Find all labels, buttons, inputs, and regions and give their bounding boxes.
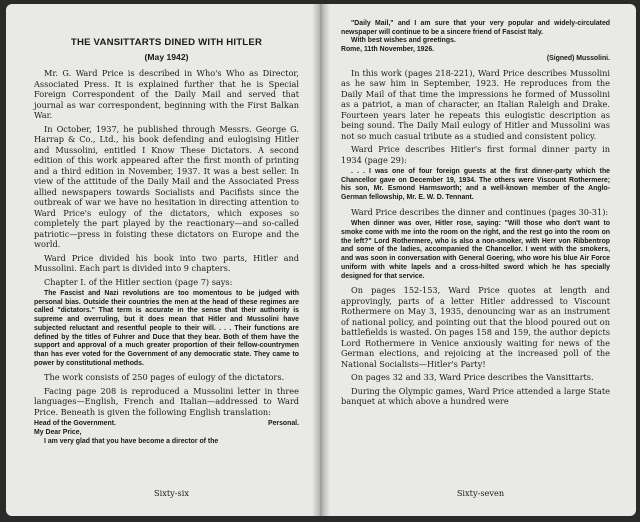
letter-continuation <box>341 20 610 37</box>
letter-continuation-text: "Daily Mail," and I am sure that your very popular and widely-circulated newspaper will continue to be a sincere friend of Fascist Italy. <box>341 20 610 36</box>
left-paragraph-4: Chapter I. of the Hitler section (page 7) says: <box>44 276 233 287</box>
chapter-date: (May 1942) <box>144 51 189 62</box>
left-quote-fascist-nazi <box>34 290 299 368</box>
right-paragraph-2: Ward Price describes Hitler's first formal dinner party in 1934 (page 29): <box>341 144 610 165</box>
right-page-number: Sixty-seven <box>456 488 505 498</box>
right-paragraph-6: During the Olympic games, Ward Price attended a large State banquet at which above a hundred were <box>341 385 610 407</box>
left-quote-text: The Fascist and Nazi revolutions are too momentous to be judged with personal bias. Outside their countries the men at the head of these regimes are called "dictators." That term is accurate in the sense that their authority is supreme and overruling, but it does mean that Hitler and Mussolini have subjected reluctant and resentful people to their will. . . . Their functions are defined by the titles of Fuhrer and Duce that they bear. Both of them have the support and approval of a much greater proportion of their fellow-countrymen than has ever voted for the Government of any democratic state. They came to power by constitutional methods. <box>34 290 299 367</box>
letter-body-start <box>34 438 299 447</box>
letter-header-right: Personal. <box>267 420 299 428</box>
left-page-number: Sixty-six <box>154 488 189 498</box>
left-paragraph-3: Ward Price divided his book into two parts, Hitler and Mussolini. Each part is divided into 9 chapters. <box>34 252 299 273</box>
letter-place-date: Rome, 11th November, 1926. <box>341 46 435 54</box>
right-quote-2-text: When dinner was over, Hitler rose, saying: "Will those who don't want to smoke come with me into the room on the right, and the rest go into the room on the left?" Lord Rothermere, who is also a non-smoker, with Herr von Ribbentrop and some of the ladies, accompanied the Chancellor. I went with the smokers, and was soon in conversation with General Goering, who wore his blue Air Force uniform with white lapels and a cross-hilted sword which he has specially designed for that service. <box>341 220 610 280</box>
right-quote-smokers <box>341 220 610 281</box>
right-page <box>325 4 636 516</box>
book-spread <box>6 4 636 516</box>
left-page-content <box>34 38 299 446</box>
right-paragraph-5: On pages 32 and 33, Ward Price describes the Vansittarts. <box>351 372 594 383</box>
letter-header <box>34 420 299 429</box>
right-paragraph-1: In this work (pages 218-221), Ward Price describes Mussolini as he saw him in September, 1923. He reproduces from the Daily Mail of that time the impressions he formed of Mussolini as a patriot, a man of character, an Italian Raleigh and Drake. Fourteen years later he repeats this eulogistic description as being sound. The Daily Mail eulogy of Hitler and Mussolini was not so much casual tribute as a studied and consistent policy. <box>341 67 610 141</box>
right-paragraph-3: Ward Price describes the dinner and continues (pages 30-31): <box>351 206 609 217</box>
right-quote-dinner-party <box>341 168 610 203</box>
left-paragraph-2: In October, 1937, he published through Messrs. George G. Harrap & Co., Ltd., his book defending and eulogising Hitler and Mussolini, entitled I Know These Dictators. A second edition of this work appeared after the first month of printing and a third edition in November, 1937. It was a best seller. In view of the attitude of the Daily Mail and the Associated Press allied newspapers towards Socialists and Pacifists since the outbreak of war we have no hesitation in directing attention to Ward Price's eulogy of the dictators, which exposes so completely the part played by the reactionary—and so-called patriotic—press in foisting these dictators on Europe and the world. <box>34 123 299 249</box>
left-page <box>6 4 317 516</box>
right-paragraph-4: On pages 152-153, Ward Price quotes at length and approvingly, parts of a letter Hitler addressed to Viscount Rothermere on May 3, 1935, denouncing war as an instrument of national policy, and pointing out that the blood poured out on battlefields is wasted. On pages 158 and 159, the author depicts Lord Rothermere in Venice anxiously waiting for news of the German elections, and rejoicing at the increased poll of the National Socialists—Hitler's Party! <box>341 285 610 369</box>
chapter-title: THE VANSITTARTS DINED WITH HITLER <box>70 37 263 48</box>
letter-header-left: Head of the Government. <box>34 420 116 428</box>
left-paragraph-1: Mr. G. Ward Price is described in Who's Who as Director, Associated Press. It is explained further that he is Special Foreign Correspondent of the Daily Mail and served that journal as war correspondent, beginning with the First Balkan War. <box>34 68 299 120</box>
right-quote-1-text: . . . I was one of four foreign guests at the first dinner-party which the Chancellor gave on December 19, 1934. The others were Viscount Rothermere; his son, Mr. Esmond Harmsworth; and a well-known member of the Anglo-German fellowship, Mr. E. W. D. Tennant. <box>341 168 610 202</box>
letter-body-text: I am very glad that you have become a director of the <box>44 437 219 445</box>
letter-wishes-text: With best wishes and greetings. <box>351 37 456 45</box>
letter-signature: (Signed) Mussolini. <box>546 54 610 62</box>
left-paragraph-6: Facing page 208 is reproduced a Mussolini letter in three languages—English, French and Italian—addressed to Ward Price. Beneath is given the following English translation: <box>34 385 299 417</box>
left-paragraph-5: The work consists of 250 pages of eulogy of the dictators. <box>44 372 285 383</box>
letter-salutation: My Dear Price, <box>34 429 82 437</box>
letter-wishes <box>341 37 610 46</box>
right-page-content <box>341 20 610 410</box>
